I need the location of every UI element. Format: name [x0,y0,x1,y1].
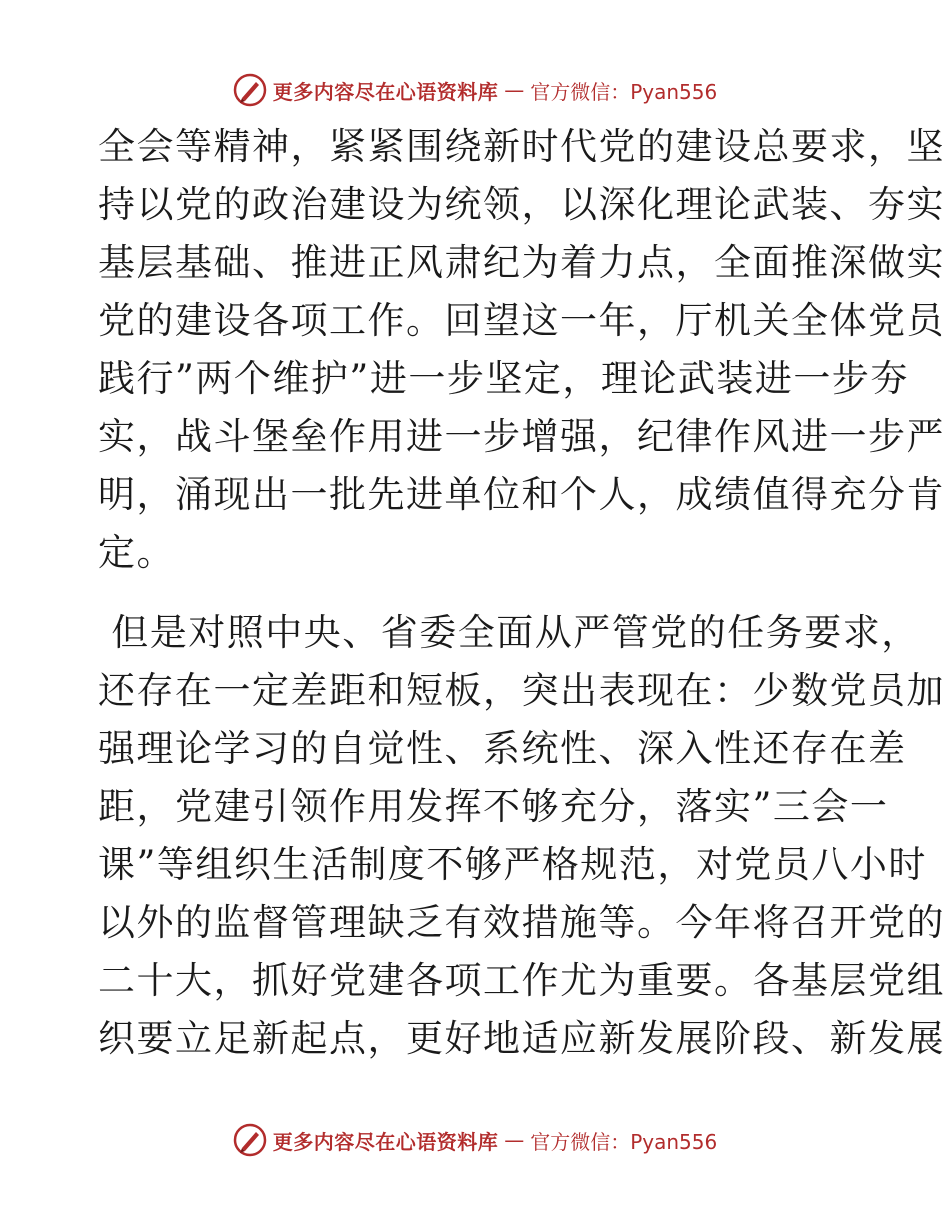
paragraph-line: 课”等组织生活制度不够严格规范，对党员八小时 [98,843,927,886]
footer-banner-separator: — [504,1128,525,1152]
paragraph-line: 还存在一定差距和短板，突出表现在：少数党员加 [98,669,945,712]
footer-banner-text: 更多内容尽在心语资料库 [272,1129,499,1154]
footer-banner [0,1120,950,1160]
paragraph-line: 基层基础、推进正风肃纪为着力点，全面推深做实 [98,241,945,284]
paragraph-gap [98,582,858,604]
paragraph-line: 明，涌现出一批先进单位和个人，成绩值得充分肯 [98,473,945,516]
paragraph-line: 以外的监督管理缺乏有效措施等。今年将召开党的 [98,901,945,944]
pen-logo-icon [233,1123,267,1157]
header-banner-separator: — [504,78,525,102]
header-banner-wechat: 官方微信：Pyan556 [530,79,718,104]
footer-banner-wechat: 官方微信：Pyan556 [530,1129,718,1154]
paragraph-line: 强理论学习的自觉性、系统性、深入性还存在差 [98,727,907,770]
header-banner-text: 更多内容尽在心语资料库 [272,79,499,104]
pen-logo-icon [233,73,267,107]
paragraph-2 [98,604,945,1068]
document-body [98,118,945,1068]
paragraph-line: 但是对照中央、省委全面从严管党的任务要求， [98,611,920,654]
header-banner [0,70,950,110]
paragraph-line: 持以党的政治建设为统领，以深化理论武装、夯实 [98,183,945,226]
paragraph-line: 定。 [98,531,175,574]
paragraph-line: 全会等精神，紧紧围绕新时代党的建设总要求，坚 [98,125,945,168]
paragraph-line: 党的建设各项工作。回望这一年，厅机关全体党员 [98,299,945,342]
paragraph-line: 织要立足新起点，更好地适应新发展阶段、新发展 [98,1017,945,1060]
paragraph-line: 践行”两个维护”进一步坚定，理论武装进一步夯 [98,357,909,400]
paragraph-line: 实，战斗堡垒作用进一步增强，纪律作风进一步严 [98,415,945,458]
paragraph-line: 二十大，抓好党建各项工作尤为重要。各基层党组 [98,959,945,1002]
paragraph-1 [98,118,945,582]
paragraph-line: 距，党建引领作用发挥不够充分，落实”三会一 [98,785,889,828]
